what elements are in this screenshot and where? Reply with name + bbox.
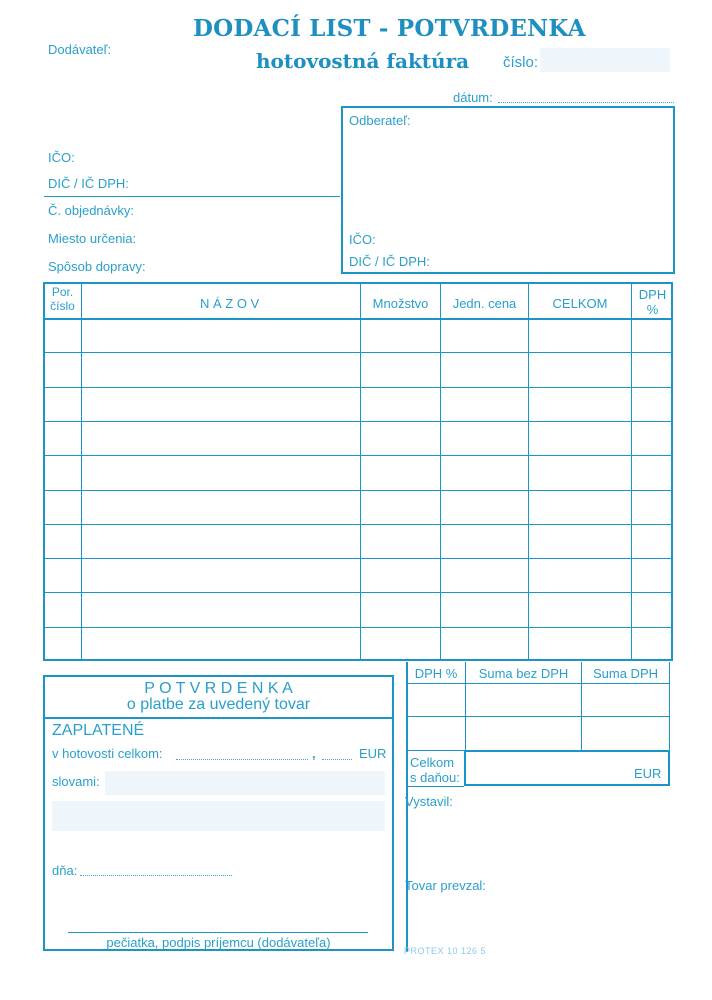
col-divider-4	[528, 282, 529, 661]
document-title: DODACÍ LIST - POTVRDENKA	[193, 15, 586, 42]
summary-bez-dph-header: Suma bez DPH	[478, 666, 569, 681]
header-jedn-cena: Jedn. cena	[452, 296, 517, 311]
celkom-currency: EUR	[634, 766, 662, 781]
hotovost-cents-field[interactable]	[322, 759, 352, 760]
dna-field[interactable]	[80, 875, 232, 876]
signature-line	[68, 932, 368, 933]
customer-ico-label: IČO:	[349, 232, 376, 247]
header-dph: DPH %	[638, 287, 667, 317]
table-header-divider	[43, 318, 673, 320]
footer-code: PROTEX 10 126 5	[404, 946, 487, 956]
items-table	[43, 282, 673, 661]
header-celkom: CELKOM	[552, 296, 608, 311]
table-row-line	[43, 558, 673, 559]
slovami-field[interactable]	[105, 771, 385, 795]
hotovost-label: v hotovosti celkom:	[52, 746, 163, 761]
supplier-dic-label: DIČ / IČ DPH:	[48, 176, 129, 191]
col-divider-2	[360, 282, 361, 661]
tovar-prevzal-label: Tovar prevzal:	[405, 878, 486, 893]
customer-dic-label: DIČ / IČ DPH:	[349, 254, 430, 269]
customer-box[interactable]	[341, 106, 675, 274]
supplier-ico-label: IČO:	[48, 150, 75, 165]
summary-bottom-line	[406, 786, 464, 787]
datum-field[interactable]	[498, 102, 674, 103]
zaplatene-label: ZAPLATENÉ	[52, 722, 145, 739]
table-row-line	[43, 455, 673, 456]
miesto-label: Miesto určenia:	[48, 231, 137, 246]
summary-header-line	[406, 683, 669, 684]
datum-label: dátum:	[453, 90, 493, 105]
summary-row-line-1	[406, 716, 669, 717]
col-divider-3	[440, 282, 441, 661]
table-row-line	[43, 421, 673, 422]
document-subtitle: hotovostná faktúra	[256, 49, 470, 73]
hotovost-amount-field[interactable]	[176, 759, 308, 760]
receipt-currency: EUR	[359, 746, 387, 761]
header-mnozstvo: Množstvo	[372, 296, 429, 311]
signature-label: pečiatka, podpis príjemcu (dodávateľa)	[106, 935, 331, 950]
dodavatel-label: Dodávateľ:	[48, 42, 112, 57]
slovami-label: slovami:	[52, 774, 100, 789]
table-row-line	[43, 592, 673, 593]
table-row-line	[43, 524, 673, 525]
summary-right-border	[669, 662, 670, 750]
supplier-divider	[44, 196, 340, 197]
summary-suma-dph-header: Suma DPH	[592, 666, 659, 681]
table-row-line	[43, 387, 673, 388]
celkom-label: Celkom s daňou:	[410, 755, 460, 785]
header-por-cislo: Por. číslo	[50, 285, 75, 313]
col-divider-1	[81, 282, 82, 661]
vystavil-label: Vystavil:	[405, 794, 453, 809]
summary-dph-header: DPH %	[414, 666, 458, 681]
dna-label: dňa:	[52, 863, 78, 878]
receipt-divider	[43, 717, 394, 719]
customer-label: Odberateľ:	[349, 113, 411, 128]
table-row-line	[43, 352, 673, 353]
cislo-label: číslo:	[503, 54, 539, 71]
table-row-line	[43, 490, 673, 491]
table-row-line	[43, 627, 673, 628]
header-nazov: N Á Z O V	[200, 296, 260, 311]
cislo-field[interactable]	[540, 48, 670, 72]
receipt-title: P O T V R D E N K A	[144, 680, 293, 697]
receipt-subtitle: o platbe za uvedený tovar	[126, 696, 311, 713]
doprava-label: Spôsob dopravy:	[48, 259, 146, 274]
objednavka-label: Č. objednávky:	[48, 203, 134, 218]
col-divider-5	[631, 282, 632, 661]
slovami-field-2[interactable]	[52, 801, 385, 831]
decimal-comma: ,	[312, 746, 316, 761]
